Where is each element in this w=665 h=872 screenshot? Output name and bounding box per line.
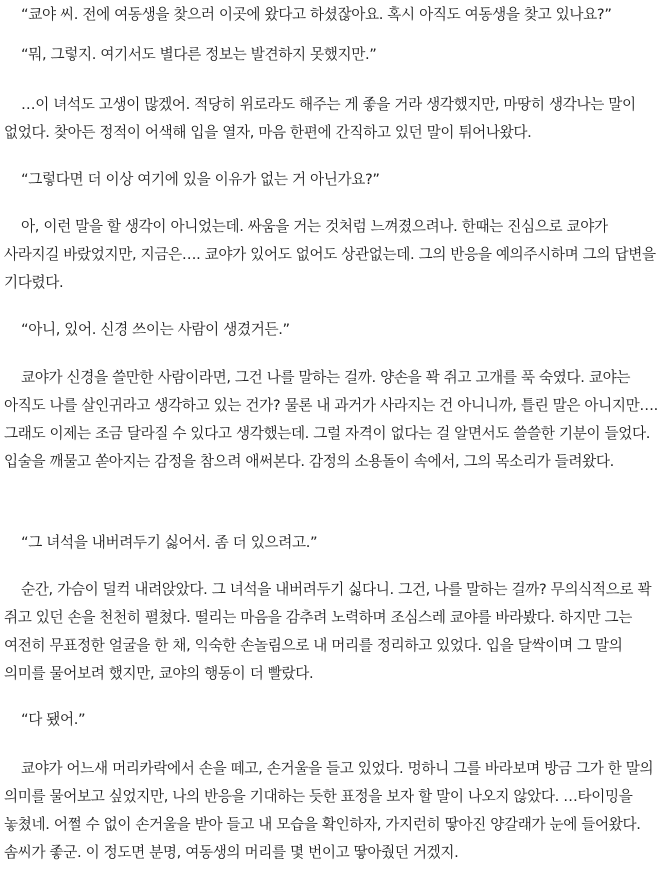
- paragraph-8: “그 녀석을 내버려두기 싫어서. 좀 더 있으려고.”: [21, 534, 318, 551]
- paragraph-7: 쿄야가 신경을 쓸만한 사람이라면, 그건 나를 말하는 걸까. 양손을 꽉 쥐고 고개를 푹 숙였다. 쿄야는 아직도 나를 살인귀라고 생각하고 있는 건가? 물론 내 과거가 사라지는 건 아니니까, 틀린 말은 아니지만…. 그래도 이제는 조금 달라질 수 있다고 생각했는데. 그럴 자격이 없다는 걸 알면서도 쓸쓸한 기분이 들었다. 입술을 깨물고 쏟아지는 감정을 참으려 애써본다. 감정의 소용돌이 속에서, 그의 목소리가 들려왔다.: [4, 369, 658, 470]
- paragraph-1: “쿄야 씨. 전에 여동생을 찾으러 이곳에 왔다고 하셨잖아요. 혹시 아직도 여동생을 찾고 있나요?”: [21, 6, 612, 23]
- paragraph-6: “아니, 있어. 신경 쓰이는 사람이 생겼거든.”: [21, 321, 290, 338]
- paragraph-9: 순간, 가슴이 덜컥 내려앉았다. 그 녀석을 내버려두기 싫다니. 그건, 나를 말하는 걸까? 무의식적으로 꽉 쥐고 있던 손을 천천히 펼쳤다. 떨리는 마음을 감추려 노력하며 조심스레 쿄야를 바라봤다. 하지만 그는 여전히 무표정한 얼굴을 한 채, 익숙한 손놀림으로 내 머리를 정리하고 있었다. 입을 달싹이며 그 말의 의미를 물어보려 했지만, 쿄야의 행동이 더 빨랐다.: [4, 581, 652, 682]
- paragraph-11: 쿄야가 어느새 머리카락에서 손을 떼고, 손거울을 들고 있었다. 멍하니 그를 바라보며 방금 그가 한 말의 의미를 물어보고 싶었지만, 나의 반응을 기대하는 듯한 표정을 보자 할 말이 나오지 않았다. …타이밍을 놓쳤네. 어쩔 수 없이 손거울을 받아 들고 내 모습을 확인하자, 가지런히 땋아진 양갈래가 눈에 들어왔다. 솜씨가 좋군. 이 정도면 분명, 여동생의 머리를 몇 번이고 땋아줬던 거겠지.: [4, 760, 654, 861]
- paragraph-4: “그렇다면 더 이상 여기에 있을 이유가 없는 거 아닌가요?”: [21, 171, 380, 188]
- paragraph-10: “다 됐어.”: [21, 711, 86, 728]
- paragraph-2: “뭐, 그렇지. 여기서도 별다른 정보는 발견하지 못했지만.”: [21, 46, 377, 63]
- paragraph-3: …이 녀석도 고생이 많겠어. 적당히 위로라도 해주는 게 좋을 거라 생각했지만, 마땅히 생각나는 말이 없었다. 찾아든 정적이 어색해 입을 열자, 마음 한편에 간직하고 있던 말이 튀어나왔다.: [4, 96, 636, 141]
- paragraph-5: 아, 이런 말을 할 생각이 아니었는데. 싸움을 거는 것처럼 느껴졌으려나. 한때는 진심으로 쿄야가 사라지길 바랐었지만, 지금은…. 쿄야가 있어도 없어도 상관없는데. 그의 반응을 예의주시하며 그의 답변을 기다렸다.: [4, 218, 656, 291]
